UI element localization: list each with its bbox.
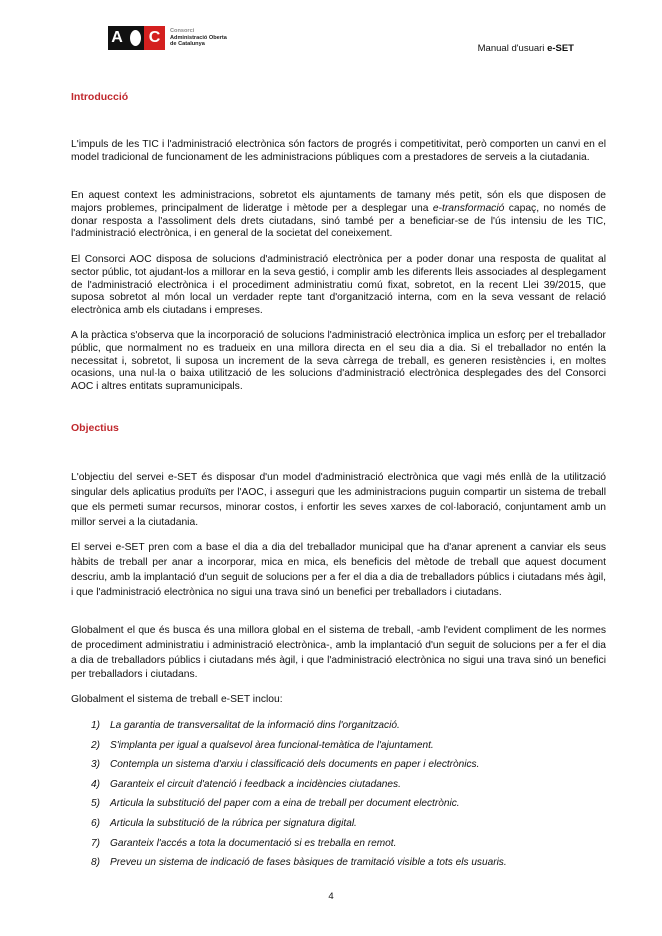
- list-item-number: 4): [91, 778, 100, 790]
- list-item-text: Contempla un sistema d'arxiu i classificació dels documents en paper i electrònics.: [110, 759, 480, 771]
- list-item-number: 5): [91, 798, 100, 810]
- paragraph: L'impuls de les TIC i l'administració electrònica són factors de progrés i competitivitat, però comporten un canvi en el model tradicional de funcionament de les administracions públiques com a prestadores de serveis a la ciutadania.: [71, 139, 606, 163]
- paragraph: [71, 190, 606, 241]
- list-item: [71, 740, 606, 760]
- list-item: [71, 779, 606, 799]
- list-item: [71, 720, 606, 740]
- paragraph: El Consorci AOC disposa de solucions d'administració electrònica per a poder donar una resposta de qualitat al sector públic, tot ajudant-los a millorar en la seva gestió, i complir amb les diferents lleis associades al desplegament de l'administració electrònica i el procediment administratiu comú fixat, sobretot, en la recent Llei 39/2015, que suposa sobretot al món local un verdader repte tant d'organització interna, com en la seva vessant de relació electrònica amb els ciutadans i empreses.: [71, 254, 606, 317]
- objectives-list: [71, 720, 606, 877]
- aoc-logo: [108, 26, 227, 50]
- list-item: [71, 798, 606, 818]
- logo-letter-o: [126, 26, 144, 50]
- logo-letter-a: A: [108, 26, 126, 50]
- intro-paragraph-2: [71, 190, 606, 241]
- running-header-prefix: Manual d'usuari: [477, 43, 548, 54]
- list-item-text: La garantia de transversalitat de la informació dins l'organització.: [110, 720, 400, 731]
- list-item-number: 2): [91, 739, 100, 751]
- paragraph-text: En aquest context les administracions, sobretot els ajuntaments de tamany més petit, són els que disposen de majors problemes, principalment de lideratge i mètode per a desplegar una: [71, 190, 606, 214]
- intro-paragraph-3: [71, 254, 606, 318]
- list-item-text: Articula la substitució del paper com a eina de treball per document electrònic.: [110, 798, 460, 810]
- objectives-intro-line: [71, 694, 606, 707]
- list-item: [71, 759, 606, 779]
- paragraph: Globalment el que és busca és una millora global en el sistema de treball, -amb l'evident compliment de les normes de procediment administratiu i administració electrònica-, amb la implantació d'un seguit de solucions per a fer el dia a dia de treballadors públics i ciutadans més àgil, i que l'administració electrònica no sigui una trava sinó un benefici per treballadors i ciutadans.: [71, 625, 606, 681]
- list-item-text: Preveu un sistema de indicació de fases bàsiques de tramitació visible a tots els usuaris.: [110, 857, 507, 869]
- paragraph: El servei e-SET pren com a base el dia a dia del treballador municipal que ha d'anar aprenent a canviar els seus hàbits de treball per anar a incorporar, mica en mica, els beneficis del mètode de treball que aquest document descriu, amb la implantació d'un seguit de solucions per a fer el dia a dia de treballadors públics i ciutadans més àgil, i que l'administració electrònica no sigui una trava sinó un benefici per treballadors i ciutadans.: [71, 542, 606, 598]
- logo-text: [170, 28, 227, 47]
- paragraph-text: capaç, no només de donar resposta a l'assoliment dels drets ciutadans, sinó també per a beneficiar-se de l'ús intensiu de les TIC, l'administració electrònica, i en general de la societat del coneixement.: [71, 202, 606, 240]
- list-item-text: S'implanta per igual a qualsevol àrea funcional-temàtica de l'ajuntament.: [110, 739, 434, 751]
- section-title-introduccio: Introducció: [71, 91, 129, 103]
- aoc-logo-mark: [108, 26, 165, 50]
- logo-letter-c: C: [144, 26, 165, 50]
- list-item-number: 7): [91, 837, 100, 849]
- list-item-number: 8): [91, 857, 100, 869]
- emphasis-text: e-transformació: [432, 202, 505, 214]
- logo-line-3: de Catalunya: [170, 41, 205, 48]
- objectives-paragraph-2: [71, 540, 606, 600]
- list-item-text: Garanteix el circuit d'atenció i feedback a incidències ciutadanes.: [110, 778, 401, 790]
- list-item-number: 1): [91, 720, 100, 731]
- objectives-paragraph-1: [71, 470, 606, 530]
- list-item: [71, 857, 606, 877]
- paragraph: L'objectiu del servei e-SET és disposar d'un model d'administració electrònica que vagi més enllà de la utilització singular dels aplicatius produïts per l'AOC, i asseguri que les administracions puguin compartir un sistema de treball que els permeti sumar recursos, minorar costos, i enfortir les seves xarxes de col·laboració, conjuntament amb un millor servei a la ciutadania.: [71, 472, 606, 528]
- logo-line-1: Consorci: [170, 28, 195, 35]
- page-number: 4: [328, 891, 334, 902]
- section-title-objectius: Objectius: [71, 422, 119, 434]
- list-item-text: Garanteix l'accés a tota la documentació si es treballa en remot.: [110, 837, 397, 849]
- paragraph: Globalment el sistema de treball e-SET inclou:: [71, 694, 283, 705]
- logo-line-2: Administració Oberta: [170, 34, 227, 41]
- running-header-product: e-SET: [547, 43, 574, 54]
- intro-paragraph-1: [71, 139, 606, 165]
- paragraph: A la pràctica s'observa que la incorporació de solucions l'administració electrònica implica un esforç per el treballador públic, que normalment no es tradueix en una millora directa en el seu dia a dia. Si el treballador no entén la necessitat i, sobretot, li suposa un increment de la seva càrrega de treball, es generen resistències i, en moltes ocasions, una nul·la o baixa utilització de les solucions d'administració electrònica desplegades des del Consorci AOC i altres entitats supramunicipals.: [71, 330, 606, 393]
- list-item-number: 3): [91, 759, 100, 771]
- list-item-number: 6): [91, 817, 100, 829]
- list-item-text: Articula la substitució de la rúbrica per signatura digital.: [110, 817, 357, 829]
- list-item: [71, 818, 606, 838]
- list-item: [71, 838, 606, 858]
- running-header: [478, 43, 574, 54]
- objectives-paragraph-3: [71, 624, 606, 683]
- intro-paragraph-4: [71, 330, 606, 394]
